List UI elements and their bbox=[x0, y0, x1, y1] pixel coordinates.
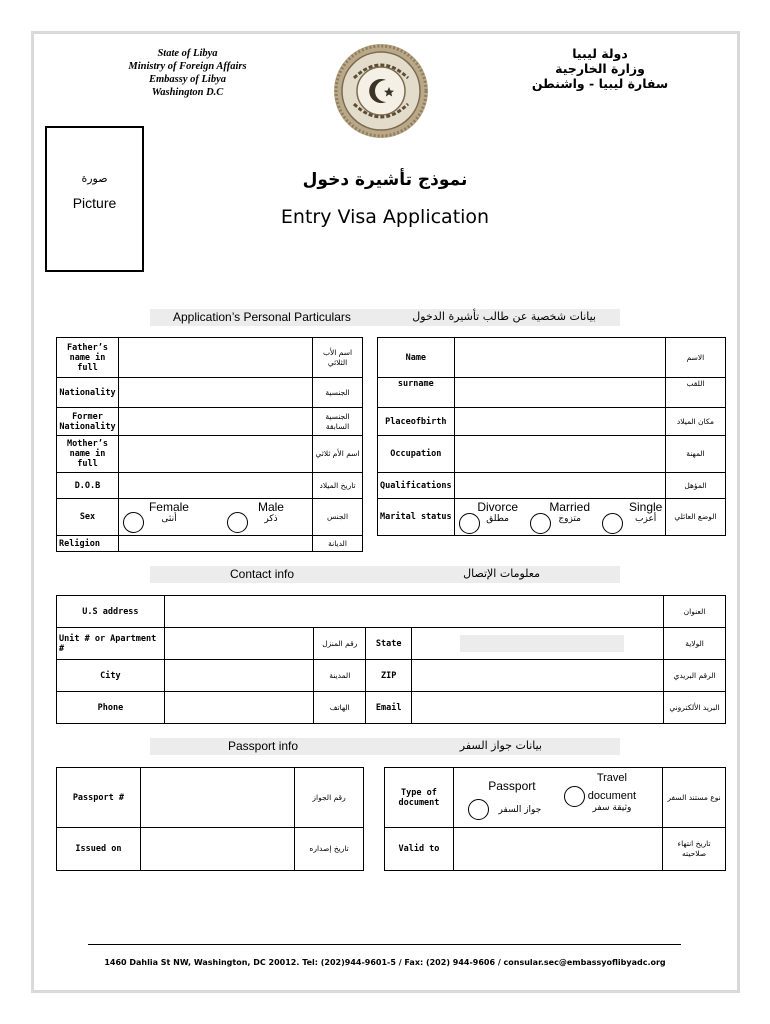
city-label-ar: المدينة bbox=[314, 660, 366, 692]
religion-label-ar: الديانة bbox=[313, 536, 363, 552]
form-title-ar: نموذج تأشيرة دخول bbox=[302, 170, 468, 190]
footer-divider bbox=[88, 944, 681, 945]
us-address-label: U.S address bbox=[57, 596, 165, 628]
valid-to-label: Valid to bbox=[385, 828, 454, 871]
single-radio[interactable] bbox=[602, 513, 623, 534]
email-label: Email bbox=[366, 692, 412, 724]
qualifications-field[interactable] bbox=[454, 473, 665, 499]
female-label-ar: أنثى bbox=[161, 514, 177, 524]
contact-table bbox=[56, 595, 726, 724]
occupation-field[interactable] bbox=[454, 436, 665, 473]
marital-status-label-ar: الوضع العائلي bbox=[665, 499, 725, 536]
form-title-en: Entry Visa Application bbox=[280, 206, 490, 228]
name-label-ar: الاسم bbox=[665, 338, 725, 378]
unit-label: Unit # or Apartment # bbox=[57, 628, 165, 660]
former-nationality-label-ar: الجنسية السابقة bbox=[313, 408, 363, 436]
single-label-ar: أعزب bbox=[635, 514, 657, 524]
male-option bbox=[249, 501, 293, 525]
travel-document-option bbox=[582, 772, 642, 814]
unit-label-ar: رقم المنزل bbox=[314, 628, 366, 660]
passport-option bbox=[472, 780, 552, 793]
email-label-ar: البريد الألكتروني bbox=[664, 692, 726, 724]
surname-label: surname bbox=[378, 378, 455, 408]
married-label-ar: متزوج bbox=[558, 514, 581, 524]
marital-status-label: Marital status bbox=[378, 499, 455, 536]
place-of-birth-label-ar: مكان الميلاد bbox=[665, 408, 725, 436]
mother-name-field[interactable] bbox=[118, 436, 312, 473]
sex-label: Sex bbox=[57, 499, 119, 536]
phone-label: Phone bbox=[57, 692, 165, 724]
qualifications-label-ar: المؤهل bbox=[665, 473, 725, 499]
us-address-field[interactable] bbox=[164, 596, 663, 628]
header-embassy: Embassy of Libya bbox=[149, 74, 226, 85]
father-name-label-ar: اسم الأب الثلاثي bbox=[313, 338, 363, 378]
state-field[interactable] bbox=[412, 628, 664, 660]
father-name-label: Father’s name in full bbox=[57, 338, 119, 378]
contact-section-band bbox=[150, 566, 620, 583]
passport-band-ar: بيانات جواز السفر bbox=[459, 739, 542, 752]
header-ministry: Ministry of Foreign Affairs bbox=[128, 61, 247, 72]
document-type-label-ar: نوع مستند السفر bbox=[663, 768, 726, 828]
footer-contact: 1460 Dahlia St NW, Washington, DC 20012. Tel: (202)944-9601-5 / Fax: (202) 944-9606 / consular.sec@embassyoflibyadc.org bbox=[104, 958, 666, 967]
header-state: State of Libya bbox=[157, 48, 218, 59]
dob-field[interactable] bbox=[118, 473, 312, 499]
religion-label: Religion bbox=[57, 536, 119, 552]
document-type-options bbox=[453, 768, 662, 828]
photo-label-en: Picture bbox=[72, 195, 117, 211]
passport-number-label-ar: رقم الجواز bbox=[295, 768, 364, 828]
occupation-label: Occupation bbox=[378, 436, 455, 473]
surname-label-ar: اللقب bbox=[665, 378, 725, 408]
us-address-label-ar: العنوان bbox=[664, 596, 726, 628]
header-ar-state: دولة ليبيا bbox=[572, 46, 628, 61]
nationality-field[interactable] bbox=[118, 378, 312, 408]
place-of-birth-field[interactable] bbox=[454, 408, 665, 436]
email-field[interactable] bbox=[412, 692, 664, 724]
zip-field[interactable] bbox=[412, 660, 664, 692]
phone-label-ar: الهاتف bbox=[314, 692, 366, 724]
state-dropdown[interactable] bbox=[460, 635, 624, 652]
passport-option-label-ar: جواز السفر bbox=[498, 805, 542, 815]
occupation-label-ar: المهنة bbox=[665, 436, 725, 473]
marital-options bbox=[454, 499, 665, 536]
passport-section-band bbox=[150, 738, 620, 755]
place-of-birth-label: Placeofbirth bbox=[378, 408, 455, 436]
divorce-label-ar: مطلق bbox=[486, 514, 509, 524]
state-label: State bbox=[366, 628, 412, 660]
surname-field[interactable] bbox=[454, 378, 665, 408]
state-label-ar: الولاية bbox=[664, 628, 726, 660]
married-label: Married bbox=[549, 500, 590, 514]
passport-left-table bbox=[56, 767, 364, 871]
passport-number-field[interactable] bbox=[140, 768, 294, 828]
male-label: Male bbox=[257, 500, 284, 514]
former-nationality-field[interactable] bbox=[118, 408, 312, 436]
passport-radio[interactable] bbox=[468, 799, 489, 820]
sex-label-ar: الجنس bbox=[313, 499, 363, 536]
married-option bbox=[545, 501, 595, 525]
city-label: City bbox=[57, 660, 165, 692]
male-radio[interactable] bbox=[227, 512, 248, 533]
valid-to-label-ar: تاريخ انتهاء صلاحيته bbox=[663, 828, 726, 871]
header-city: Washington D.C bbox=[151, 87, 224, 98]
header-english bbox=[95, 47, 280, 99]
female-radio[interactable] bbox=[123, 512, 144, 533]
qualifications-label: Qualifications bbox=[378, 473, 455, 499]
male-label-ar: ذكر bbox=[264, 514, 278, 524]
religion-field[interactable] bbox=[118, 536, 312, 552]
female-option bbox=[147, 501, 191, 525]
divorce-option bbox=[473, 501, 523, 525]
travel-option-label-1: Travel bbox=[596, 772, 627, 784]
personal-band-en: Application’s Personal Particulars bbox=[173, 310, 351, 324]
personal-section-band bbox=[150, 309, 620, 326]
name-field[interactable] bbox=[454, 338, 665, 378]
dob-label: D.O.B bbox=[57, 473, 119, 499]
zip-label: ZIP bbox=[366, 660, 412, 692]
single-label: Single bbox=[628, 500, 663, 514]
passport-option-label: Passport bbox=[488, 779, 536, 793]
travel-option-label-2: document bbox=[587, 790, 637, 802]
personal-band-ar: بيانات شخصية عن طالب تأشيرة الدخول bbox=[412, 310, 596, 323]
divorce-label: Divorce bbox=[477, 500, 518, 514]
personal-right-table bbox=[377, 337, 726, 536]
former-nationality-label: Former Nationality bbox=[57, 408, 119, 436]
phone-field[interactable] bbox=[164, 692, 314, 724]
passport-right-table bbox=[384, 767, 726, 871]
passport-option-ar-wrap bbox=[490, 805, 550, 816]
header-arabic bbox=[505, 46, 695, 91]
document-type-label: Type of document bbox=[385, 768, 454, 828]
dob-label-ar: تاريخ الميلاد bbox=[313, 473, 363, 499]
passport-number-label: Passport # bbox=[57, 768, 141, 828]
issued-on-label-ar: تاريخ إصداره bbox=[295, 828, 364, 871]
zip-label-ar: الرقم البريدي bbox=[664, 660, 726, 692]
photo-box[interactable] bbox=[45, 126, 144, 272]
father-name-field[interactable] bbox=[118, 338, 312, 378]
personal-left-table bbox=[56, 337, 363, 552]
nationality-label-ar: الجنسية bbox=[313, 378, 363, 408]
travel-option-label-ar: وثيقة سفر bbox=[592, 803, 632, 813]
city-field[interactable] bbox=[164, 660, 314, 692]
photo-label-ar: صورة bbox=[81, 172, 108, 185]
header-ar-embassy: سفارة ليبيا - واشنطن bbox=[531, 76, 669, 91]
nationality-label: Nationality bbox=[57, 378, 119, 408]
issued-on-field[interactable] bbox=[140, 828, 294, 871]
mother-name-label-ar: اسم الأم ثلاثي bbox=[313, 436, 363, 473]
header-ar-ministry: وزارة الخارجية bbox=[555, 61, 645, 76]
unit-field[interactable] bbox=[164, 628, 314, 660]
passport-band-en: Passport info bbox=[228, 739, 299, 753]
embassy-seal-icon bbox=[332, 42, 430, 140]
issued-on-label: Issued on bbox=[57, 828, 141, 871]
name-label: Name bbox=[378, 338, 455, 378]
contact-band-en: Contact info bbox=[230, 567, 295, 581]
single-option bbox=[621, 501, 671, 525]
female-label: Female bbox=[148, 500, 189, 514]
valid-to-field[interactable] bbox=[453, 828, 662, 871]
mother-name-label: Mother’s name in full bbox=[57, 436, 119, 473]
sex-options bbox=[118, 499, 312, 536]
contact-band-ar: معلومات الإتصال bbox=[463, 567, 540, 580]
